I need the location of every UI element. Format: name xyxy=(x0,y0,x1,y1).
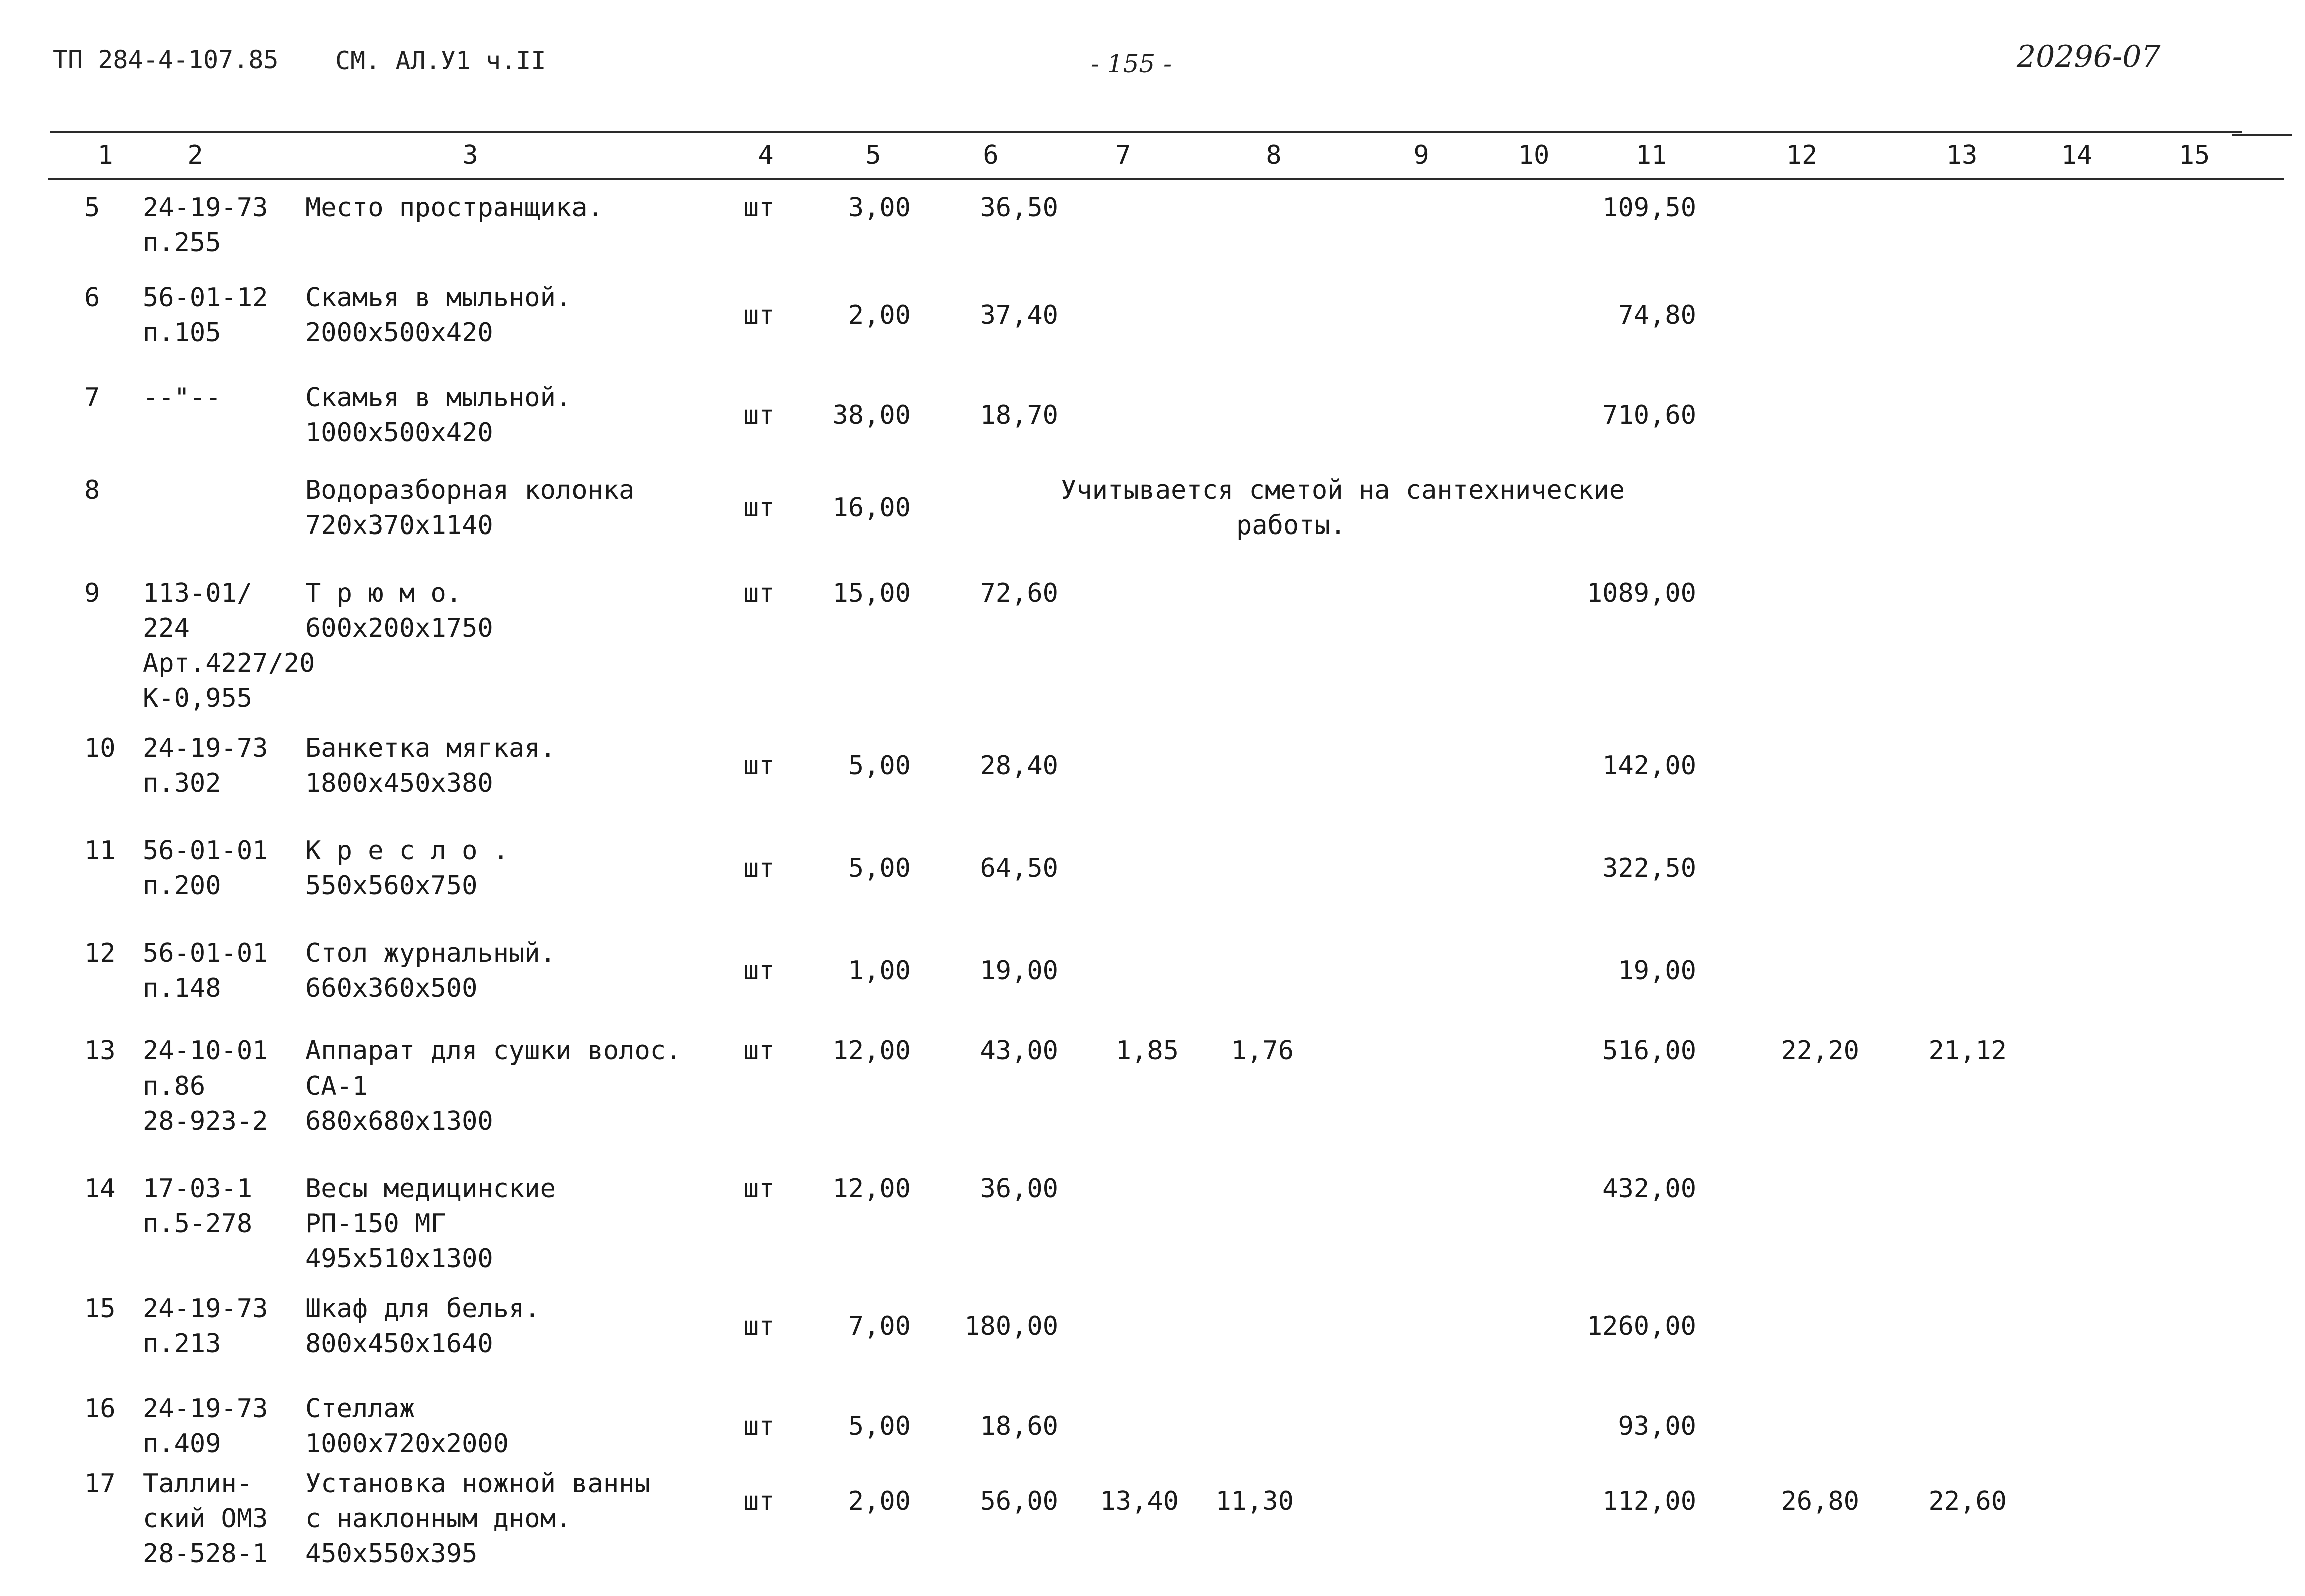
item-name: Аппарат для сушки волос. xyxy=(305,1036,682,1066)
header-bottom-rule xyxy=(48,178,2284,180)
item-code: п.148 xyxy=(143,973,221,1003)
item-name: Водоразборная колонка xyxy=(305,475,635,505)
doc-code: ТП 284-4-107.85 xyxy=(53,45,279,74)
column-header-2: 2 xyxy=(187,140,203,170)
item-code: Таллин- xyxy=(143,1469,253,1499)
col7-cell: 13,40 xyxy=(1100,1486,1179,1516)
table-top-rule xyxy=(50,131,2242,133)
item-name: 1000x500x420 xyxy=(305,418,493,448)
row-number: 14 xyxy=(84,1174,116,1204)
column-header-13: 13 xyxy=(1946,140,1978,170)
item-name: 495x510x1300 xyxy=(305,1244,493,1274)
total-cost-cell: 1260,00 xyxy=(1586,1311,1696,1341)
unit-cell: шт xyxy=(743,956,775,986)
unit-cell: шт xyxy=(743,853,775,883)
item-code: п.200 xyxy=(143,871,221,901)
item-name: 660x360x500 xyxy=(305,973,478,1003)
col13-cell: 21,12 xyxy=(1928,1036,2007,1066)
unit-price-cell: 18,60 xyxy=(980,1411,1058,1441)
unit-price-cell: 36,50 xyxy=(980,193,1058,223)
col7-cell: 1,85 xyxy=(1115,1036,1179,1066)
unit-cell: шт xyxy=(743,1174,775,1204)
quantity-cell: 5,00 xyxy=(848,853,911,883)
archive-number: 20296-07 xyxy=(2017,39,2161,74)
unit-price-cell: 64,50 xyxy=(980,853,1058,883)
item-name: Т р ю м о. xyxy=(305,578,462,608)
item-code: 28-528-1 xyxy=(143,1539,268,1569)
col12-cell: 26,80 xyxy=(1781,1486,1859,1516)
item-name: с наклонным дном. xyxy=(305,1504,572,1534)
quantity-cell: 2,00 xyxy=(848,1486,911,1516)
item-name: Шкаф для белья. xyxy=(305,1294,540,1324)
item-code: 24-10-01 xyxy=(143,1036,268,1066)
quantity-cell: 15,00 xyxy=(832,578,911,608)
column-header-4: 4 xyxy=(758,140,774,170)
item-code: К-0,955 xyxy=(143,683,253,713)
unit-price-cell: 19,00 xyxy=(980,956,1058,986)
unit-cell: шт xyxy=(743,1036,775,1066)
item-name: 720x370x1140 xyxy=(305,510,493,541)
quantity-cell: 3,00 xyxy=(848,193,911,223)
item-name: Стол журнальный. xyxy=(305,938,556,968)
col8-cell: 1,76 xyxy=(1231,1036,1294,1066)
item-code: 28-923-2 xyxy=(143,1106,268,1136)
total-cost-cell: 112,00 xyxy=(1602,1486,1696,1516)
item-code: 224 xyxy=(143,613,190,643)
row-number: 16 xyxy=(84,1394,116,1424)
unit-price-cell: 72,60 xyxy=(980,578,1058,608)
item-name: Скамья в мыльной. xyxy=(305,383,572,413)
total-cost-cell: 142,00 xyxy=(1602,751,1696,781)
total-cost-cell: 19,00 xyxy=(1618,956,1696,986)
unit-cell: шт xyxy=(743,300,775,330)
item-code: 56-01-01 xyxy=(143,836,268,866)
item-code: 56-01-12 xyxy=(143,283,268,313)
item-code: п.86 xyxy=(143,1071,206,1101)
col13-cell: 22,60 xyxy=(1928,1486,2007,1516)
column-header-12: 12 xyxy=(1786,140,1818,170)
row-number: 8 xyxy=(84,475,100,505)
item-name: СА-1 xyxy=(305,1071,368,1101)
column-header-6: 6 xyxy=(983,140,999,170)
item-code: п.302 xyxy=(143,768,221,798)
item-name: 800x450x1640 xyxy=(305,1329,493,1359)
column-header-9: 9 xyxy=(1413,140,1429,170)
column-header-10: 10 xyxy=(1518,140,1550,170)
item-code: п.213 xyxy=(143,1329,221,1359)
column-header-5: 5 xyxy=(865,140,881,170)
item-name: Стеллаж xyxy=(305,1394,415,1424)
unit-price-cell: 56,00 xyxy=(980,1486,1058,1516)
item-name: Весы медицинские xyxy=(305,1174,556,1204)
row-note: Учитывается сметой на сантехнические xyxy=(1061,475,1625,505)
quantity-cell: 16,00 xyxy=(832,493,911,523)
total-cost-cell: 432,00 xyxy=(1602,1174,1696,1204)
column-header-3: 3 xyxy=(462,140,478,170)
row-number: 10 xyxy=(84,733,116,763)
item-code: 113-01/ xyxy=(143,578,253,608)
total-cost-cell: 74,80 xyxy=(1618,300,1696,330)
column-header-11: 11 xyxy=(1635,140,1667,170)
item-name: Скамья в мыльной. xyxy=(305,283,572,313)
quantity-cell: 2,00 xyxy=(848,300,911,330)
unit-price-cell: 37,40 xyxy=(980,300,1058,330)
column-header-1: 1 xyxy=(97,140,113,170)
item-name: 1800x450x380 xyxy=(305,768,493,798)
item-name: 550x560x750 xyxy=(305,871,478,901)
item-code: ский ОМЗ xyxy=(143,1504,268,1534)
column-header-14: 14 xyxy=(2061,140,2093,170)
item-name: 680x680x1300 xyxy=(305,1106,493,1136)
item-name: Место пространщика. xyxy=(305,193,603,223)
item-name: Банкетка мягкая. xyxy=(305,733,556,763)
col12-cell: 22,20 xyxy=(1781,1036,1859,1066)
page-number: - 155 - xyxy=(1091,49,1172,78)
column-header-8: 8 xyxy=(1266,140,1282,170)
item-code: п.255 xyxy=(143,228,221,258)
item-code: п.409 xyxy=(143,1429,221,1459)
quantity-cell: 38,00 xyxy=(832,400,911,430)
item-code: --"-- xyxy=(143,383,221,413)
item-name: РП-150 МГ xyxy=(305,1209,446,1239)
unit-cell: шт xyxy=(743,1486,775,1516)
unit-price-cell: 43,00 xyxy=(980,1036,1058,1066)
column-header-15: 15 xyxy=(2178,140,2210,170)
unit-cell: шт xyxy=(743,1311,775,1341)
total-cost-cell: 109,50 xyxy=(1602,193,1696,223)
item-name: 2000x500x420 xyxy=(305,318,493,348)
column-header-7: 7 xyxy=(1115,140,1131,170)
total-cost-cell: 516,00 xyxy=(1602,1036,1696,1066)
doc-reference: СМ. АЛ.У1 ч.II xyxy=(335,46,546,75)
unit-price-cell: 180,00 xyxy=(964,1311,1058,1341)
item-name: Установка ножной ванны xyxy=(305,1469,650,1499)
item-code: 56-01-01 xyxy=(143,938,268,968)
item-code: п.5-278 xyxy=(143,1209,253,1239)
row-number: 17 xyxy=(84,1469,116,1499)
row-number: 12 xyxy=(84,938,116,968)
quantity-cell: 12,00 xyxy=(832,1174,911,1204)
row-number: 9 xyxy=(84,578,100,608)
item-code: 24-19-73 xyxy=(143,1394,268,1424)
quantity-cell: 7,00 xyxy=(848,1311,911,1341)
item-code: 17-03-1 xyxy=(143,1174,253,1204)
unit-price-cell: 28,40 xyxy=(980,751,1058,781)
item-code: Арт.4227/20 xyxy=(143,648,315,678)
item-code: 24-19-73 xyxy=(143,193,268,223)
total-cost-cell: 93,00 xyxy=(1618,1411,1696,1441)
total-cost-cell: 322,50 xyxy=(1602,853,1696,883)
row-number: 11 xyxy=(84,836,116,866)
unit-price-cell: 36,00 xyxy=(980,1174,1058,1204)
item-code: 24-19-73 xyxy=(143,1294,268,1324)
item-name: 450x550x395 xyxy=(305,1539,478,1569)
table-top-rule-end xyxy=(2232,134,2292,136)
unit-cell: шт xyxy=(743,1411,775,1441)
unit-cell: шт xyxy=(743,751,775,781)
quantity-cell: 12,00 xyxy=(832,1036,911,1066)
unit-cell: шт xyxy=(743,193,775,223)
unit-cell: шт xyxy=(743,493,775,523)
row-number: 5 xyxy=(84,193,100,223)
col8-cell: 11,30 xyxy=(1215,1486,1294,1516)
item-code: 24-19-73 xyxy=(143,733,268,763)
row-number: 6 xyxy=(84,283,100,313)
unit-cell: шт xyxy=(743,578,775,608)
unit-cell: шт xyxy=(743,400,775,430)
quantity-cell: 5,00 xyxy=(848,751,911,781)
item-name: 600x200x1750 xyxy=(305,613,493,643)
quantity-cell: 1,00 xyxy=(848,956,911,986)
row-number: 13 xyxy=(84,1036,116,1066)
total-cost-cell: 710,60 xyxy=(1602,400,1696,430)
unit-price-cell: 18,70 xyxy=(980,400,1058,430)
item-name: К р е с л о . xyxy=(305,836,509,866)
total-cost-cell: 1089,00 xyxy=(1586,578,1696,608)
row-note: работы. xyxy=(1236,510,1346,541)
item-name: 1000x720x2000 xyxy=(305,1429,509,1459)
row-number: 7 xyxy=(84,383,100,413)
row-number: 15 xyxy=(84,1294,116,1324)
quantity-cell: 5,00 xyxy=(848,1411,911,1441)
item-code: п.105 xyxy=(143,318,221,348)
